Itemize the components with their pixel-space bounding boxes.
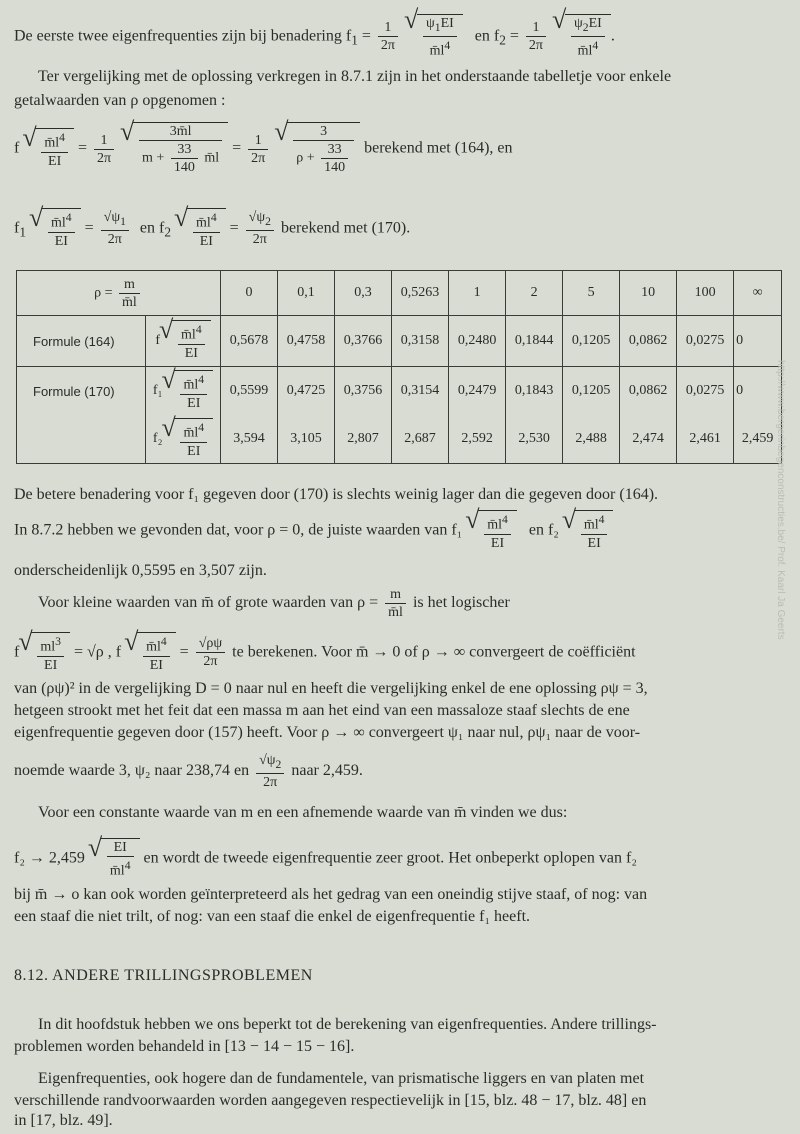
- paragraph-2-line: Voor kleine waarden van m̄ of grote waarden van ρ = $\frac{m}{m̄l}$ is het logischer: [38, 587, 510, 620]
- equation-f2-limit: f₂ → 2,459 √ $\frac{EI}{m̄l^4}$ en wordt de tweede eigenfrequentie zeer groot. Het onbeperkt oplopen van f₂: [14, 838, 637, 880]
- fraction-1-2pi: $\frac{1}{2\pi}$: [378, 19, 398, 54]
- paragraph-5-line-3: in [17, blz. 49].: [14, 1112, 113, 1129]
- eq1-tail: berekend met (164), en: [364, 139, 513, 157]
- row-label-empty: [17, 415, 146, 464]
- fraction-2-2pi: $\frac{1}{2\pi}$: [526, 19, 546, 54]
- eq2-tail: berekend met (170).: [280, 219, 411, 237]
- table-cell: 2,530: [506, 415, 563, 464]
- table-cell: 0,3766: [335, 316, 392, 367]
- text-line-e: bij m̄ → o kan ook worden geïnterpreteerd als het gedrag van een oneindig stijve staaf, of nog: van: [14, 886, 648, 903]
- table-cell: 0,1843: [506, 367, 563, 416]
- row-label: Formule (170): [17, 367, 146, 416]
- table-cell: 2,687: [392, 415, 449, 464]
- table-header-row: [17, 271, 782, 316]
- col-header: 5: [563, 271, 620, 316]
- table-cell: 0,4725: [278, 367, 335, 416]
- table-cell: 0,2479: [449, 367, 506, 416]
- paragraph-4-line-1: In dit hoofdstuk hebben we ons beperkt tot de berekening van eigenfrequenties. Andere trillings-: [38, 1016, 657, 1033]
- eq2-mid: en f: [139, 219, 165, 237]
- table-cell: 0,1205: [563, 367, 620, 416]
- paragraph-5-line-2: verschillende randvoorwaarden worden aangegeven respectievelijk in [15, blz. 48 − 17, blz. 48] en: [14, 1092, 647, 1109]
- col-header: 10: [620, 271, 677, 316]
- side-watermark-url: http://www.bergerinbegenconstructies.be/ Prof. Kaarl Ja Geerts: [775, 360, 786, 640]
- table-cell: 0,1205: [563, 316, 620, 367]
- f-label: f √ $\frac{m̄l^4}{EI}$: [146, 316, 221, 367]
- table-cell: 0: [734, 367, 782, 416]
- table-cell: 0,1844: [506, 316, 563, 367]
- table-cell: 2,459: [734, 415, 782, 464]
- equation-170: $f_1$ √ $\frac{m̄l^4}{EI}$ = $\frac{√\psi_1}{2\pi}$ en $f_2$ √ $\frac{m̄l^4}{EI}$ = $\frac{√\psi_2}{2\pi}$ berekend met (170).: [14, 208, 410, 250]
- table-cell: 0,4758: [278, 316, 335, 367]
- col-header: 100: [677, 271, 734, 316]
- values-table: [16, 270, 782, 464]
- table-cell: 0,0862: [620, 367, 677, 416]
- table-row: [17, 316, 782, 367]
- text-line-f: een staaf die niet trilt, of nog: van een staaf die enkel de eigenfrequentie f₁ heeft.: [14, 908, 531, 925]
- text-after-table-2: In 8.7.2 hebben we gevonden dat, voor ρ = 0, de juiste waarden van f₁ √ $\frac{m̄l^4}{EI}$ en f₂ √ $\frac{m̄l^4}{EI}$: [14, 510, 613, 552]
- col-header: 0,1: [278, 271, 335, 316]
- table-cell: 0: [734, 316, 782, 367]
- col-header: 0,5263: [392, 271, 449, 316]
- section-heading: 8.12. ANDERE TRILLINGSPROBLEMEN: [14, 967, 313, 984]
- f-label: f₂ √ $\frac{m̄l^4}{EI}$: [146, 415, 221, 464]
- table-row: [17, 367, 782, 416]
- table-cell: 3,105: [278, 415, 335, 464]
- table-row: [17, 415, 782, 464]
- table-cell: 2,474: [620, 415, 677, 464]
- table-cell: 2,807: [335, 415, 392, 464]
- text-line-c: eigenfrequentie gegeven door (157) heeft. Voor ρ → ∞ convergeert ψ₁ naar nul, ρψ₁ naar de voor-: [14, 724, 641, 741]
- paragraph-5-line-1: Eigenfrequenties, ook hogere dan de fundamentele, van prismatische liggers en van platen met: [38, 1070, 645, 1087]
- text-line-b: hetgeen strookt met het feit dat een massa m aan het eind van een massaloze staaf slechts de ene: [14, 702, 630, 719]
- col-header: 0,3: [335, 271, 392, 316]
- table-cell: 2,461: [677, 415, 734, 464]
- text-line-3: getalwaarden van ρ opgenomen :: [14, 92, 226, 109]
- line1-text: De eerste twee eigenfrequenties zijn bij benadering f: [14, 27, 352, 45]
- equation-164: f √ $\frac{m̄l^4}{EI}$ = $\frac{1}{2\pi}$ √ 3m̄l m + $\frac{33}{140}$ m̄l = $\frac{1}{2\pi}$ √ 3 ρ + $\frac{33}{140}$ berekend met (164), en: [14, 122, 513, 176]
- row-label: Formule (164): [17, 316, 146, 367]
- equation-sqrt-rho: f √ $\frac{ml^3}{EI}$ = √ρ , f √ $\frac{m̄l^4}{EI}$ = $\frac{√\rho\psi}{2\pi}$ te berekenen. Voor m̄ → 0 of ρ → ∞ convergeert de coëfficiënt: [14, 632, 636, 674]
- line1-mid: en f: [474, 27, 500, 45]
- text-after-table-3: onderscheidenlijk 0,5595 en 3,507 zijn.: [14, 562, 267, 579]
- table-cell: 0,3756: [335, 367, 392, 416]
- table-cell: 0,5599: [221, 367, 278, 416]
- table-cell: 0,3154: [392, 367, 449, 416]
- paragraph-3: Voor een constante waarde van m en een afnemende waarde van m̄ vinden we dus:: [38, 804, 568, 821]
- table-cell: 0,3158: [392, 316, 449, 367]
- table-cell: 2,592: [449, 415, 506, 464]
- col-header: 1: [449, 271, 506, 316]
- sqrt-psi2: √ $\frac{\psi_2EI}{m̄l^4}$: [565, 14, 611, 59]
- text-line-2: Ter vergelijking met de oplossing verkregen in 8.7.1 zijn in het onderstaande tabelletje voor enkele: [38, 68, 672, 85]
- paragraph-4-line-2: problemen worden behandeld in [13 − 14 − 15 − 16].: [14, 1038, 355, 1055]
- table-cell: 2,488: [563, 415, 620, 464]
- table-cell: 0,0275: [677, 367, 734, 416]
- rho-header-cell: ρ = $\frac{m}{m̄l}$: [17, 271, 221, 316]
- sqrt-psi1: √ $\frac{\psi_1EI}{m̄l^4}$: [417, 14, 463, 59]
- table-cell: 0,2480: [449, 316, 506, 367]
- table-cell: 3,594: [221, 415, 278, 464]
- text-line-1: De eerste twee eigenfrequenties zijn bij benadering $f_1$ = $\frac{1}{2\pi}$ √ $\frac{\psi_1EI}{m̄l^4}$ en $f_2$ = $\frac{1}{2\pi}$ √ $\frac{\psi_2EI}{m̄l^4}$ .: [14, 14, 615, 59]
- text-after-table-1: De betere benadering voor f₁ gegeven door (170) is slechts weinig lager dan die gegeven door (164).: [14, 486, 659, 503]
- text-line-a: van (ρψ)² in de vergelijking D = 0 naar nul en heeft die vergelijking enkel de ene oplossing ρψ = 3,: [14, 680, 648, 697]
- col-header: 0: [221, 271, 278, 316]
- table-cell: 0,0275: [677, 316, 734, 367]
- f-label: f₁ √ $\frac{m̄l^4}{EI}$: [146, 367, 221, 416]
- table-cell: 0,5678: [221, 316, 278, 367]
- text-line-d: noemde waarde 3, ψ₂ naar 238,74 en $\frac{√\psi_2}{2\pi}$ naar 2,459.: [14, 753, 363, 790]
- table-cell: 0,0862: [620, 316, 677, 367]
- col-header: ∞: [734, 271, 782, 316]
- col-header: 2: [506, 271, 563, 316]
